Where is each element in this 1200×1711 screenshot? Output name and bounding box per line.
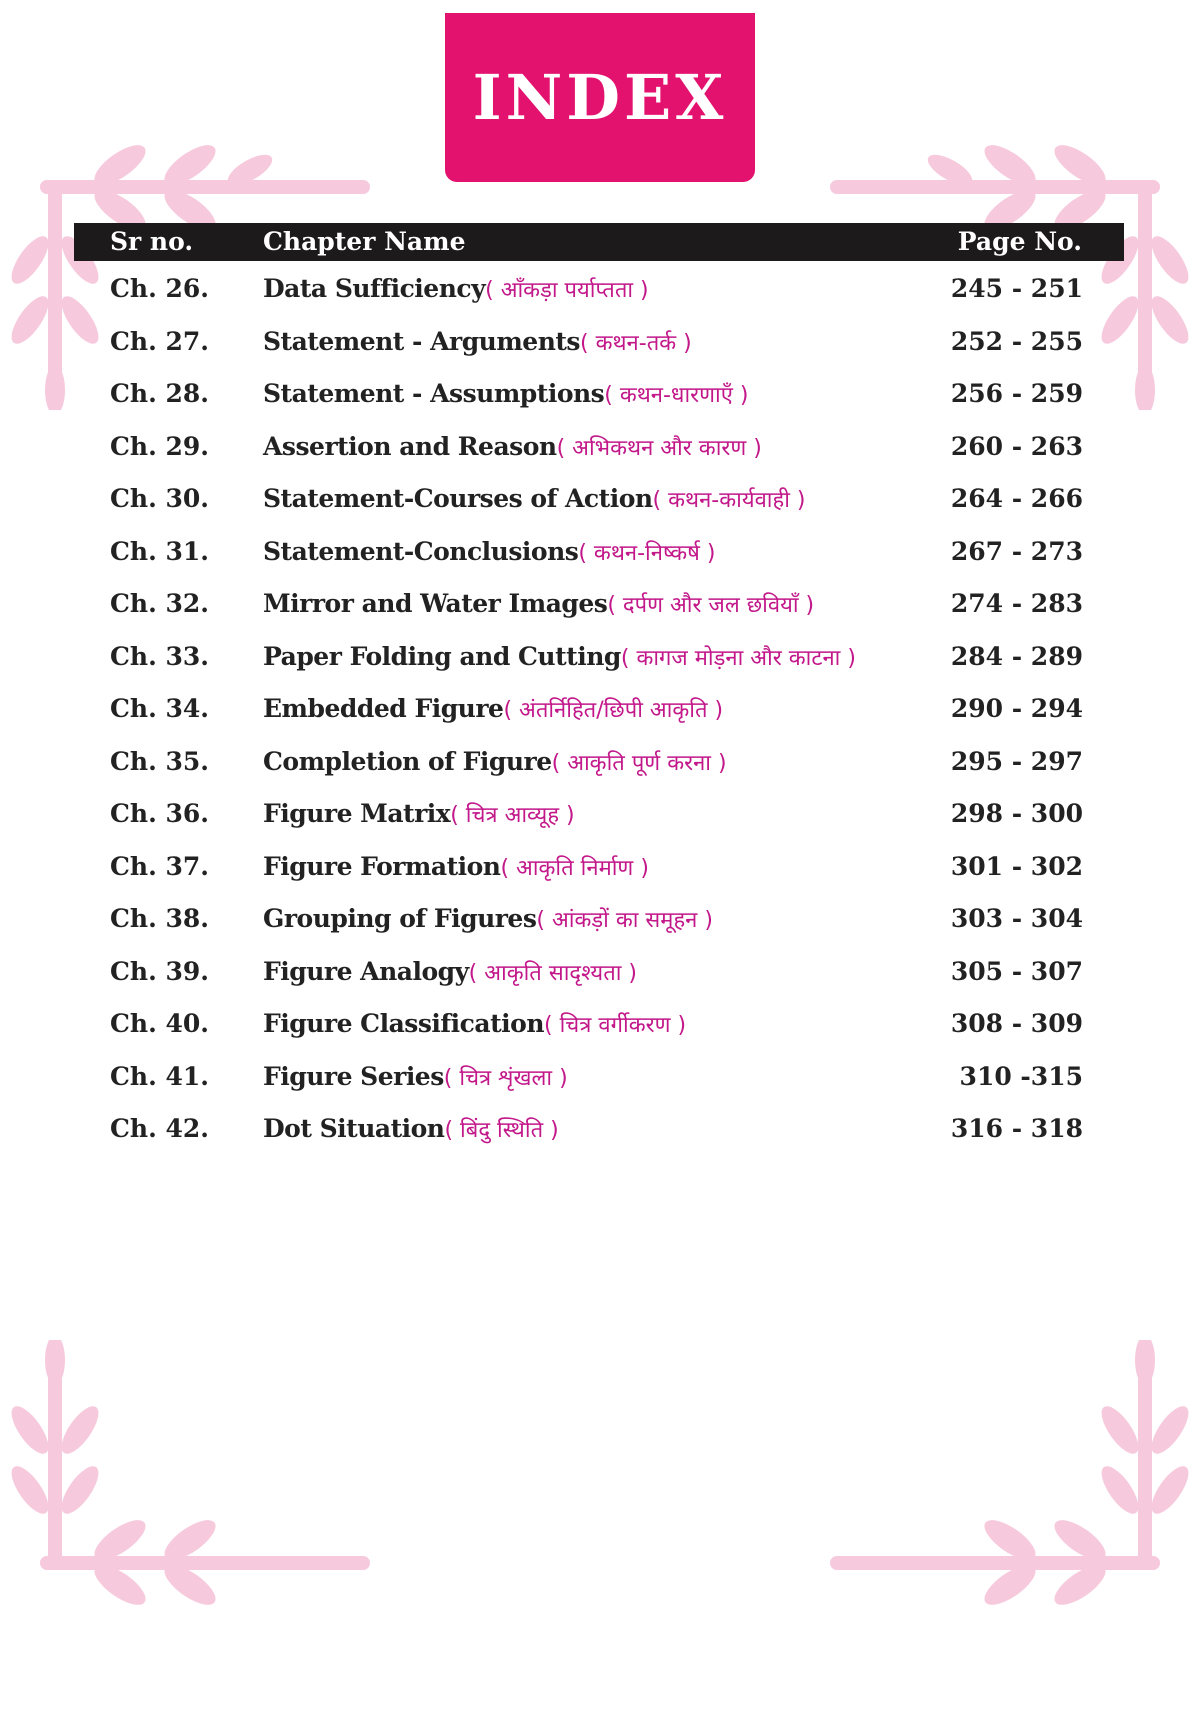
chapter-name <box>263 484 805 514</box>
index-title-banner <box>445 13 755 182</box>
chapter-name <box>263 1062 568 1092</box>
chapter-name <box>263 694 723 724</box>
floral-ornament-bottom-left <box>0 1340 380 1680</box>
chapter-name <box>263 904 713 934</box>
table-row <box>0 793 1200 846</box>
page-range: 316 - 318 <box>950 1114 1083 1143</box>
chapter-number: Ch. 33. <box>110 641 209 671</box>
chapter-number: Ch. 32. <box>110 589 209 618</box>
chapter-number: Ch. 28. <box>110 379 209 408</box>
chapter-name-english: Completion of Figure <box>263 746 552 776</box>
chapter-name <box>263 1009 686 1039</box>
chapter-number: Ch. 29. <box>110 431 209 461</box>
chapter-number: Ch. 41. <box>110 1061 209 1091</box>
chapter-name <box>263 327 692 357</box>
chapter-name-english: Statement - Arguments <box>263 326 581 356</box>
chapter-number: Ch. 34. <box>110 694 209 723</box>
chapter-name-english: Figure Analogy <box>263 956 469 986</box>
page-range: 298 - 300 <box>950 799 1083 828</box>
chapter-number: Ch. 36. <box>110 799 209 828</box>
chapter-name-hindi: ( आकृति निर्माण ) <box>500 855 649 881</box>
chapter-name <box>263 432 762 462</box>
chapter-name-english: Figure Formation <box>263 851 501 881</box>
page-range: 274 - 283 <box>950 589 1083 618</box>
chapter-number: Ch. 42. <box>110 1114 209 1143</box>
page-range: 267 - 273 <box>950 536 1083 566</box>
page-range: 308 - 309 <box>950 1009 1083 1038</box>
chapter-name-hindi: ( कथन-निष्कर्ष ) <box>578 540 716 566</box>
chapter-name-english: Statement-Conclusions <box>263 536 579 566</box>
chapter-name-english: Figure Matrix <box>263 799 451 828</box>
chapter-name <box>263 537 715 567</box>
page-range: 301 - 302 <box>950 851 1083 881</box>
chapter-name <box>263 852 649 882</box>
table-row <box>0 741 1200 794</box>
chapter-name-hindi: ( चित्र वर्गीकरण ) <box>544 1013 687 1038</box>
chapter-name-hindi: ( चित्र आव्यूह ) <box>450 803 575 828</box>
page-range: 290 - 294 <box>950 694 1083 723</box>
chapter-name-english: Mirror and Water Images <box>263 589 608 618</box>
table-row <box>0 268 1200 321</box>
chapter-name-hindi: ( आकृति सादृश्यता ) <box>468 960 638 986</box>
table-row <box>0 898 1200 951</box>
chapter-name <box>263 799 575 829</box>
page-title: INDEX <box>472 61 728 134</box>
chapter-name <box>263 747 727 777</box>
chapter-name-hindi: ( अंतर्निहित/छिपी आकृति ) <box>503 698 724 723</box>
page-range: 310 -315 <box>959 1061 1083 1091</box>
header-chapter-name: Chapter Name <box>263 227 466 256</box>
page-range: 295 - 297 <box>950 746 1083 776</box>
chapter-name-hindi: ( कागज मोड़ना और काटना ) <box>620 645 856 671</box>
chapter-number: Ch. 26. <box>110 274 209 303</box>
chapter-name-hindi: ( कथन-कार्यवाही ) <box>652 488 806 513</box>
table-row <box>0 531 1200 584</box>
table-row <box>0 373 1200 426</box>
chapter-name-hindi: ( आँकड़ा पर्याप्तता ) <box>485 278 649 303</box>
chapter-name-hindi: ( बिंदु स्थिति ) <box>444 1118 559 1143</box>
chapter-number: Ch. 38. <box>110 904 209 933</box>
table-row <box>0 478 1200 531</box>
chapter-name-hindi: ( चित्र शृंखला ) <box>443 1065 568 1091</box>
chapter-number: Ch. 35. <box>110 746 209 776</box>
chapter-name-hindi: ( कथन-धारणाएँ ) <box>604 383 749 408</box>
table-row <box>0 1056 1200 1109</box>
page-range: 284 - 289 <box>950 641 1083 671</box>
page-range: 305 - 307 <box>950 956 1083 986</box>
page-range: 260 - 263 <box>950 431 1083 461</box>
table-row <box>0 1108 1200 1161</box>
page-range: 256 - 259 <box>950 379 1083 408</box>
chapter-number: Ch. 40. <box>110 1009 209 1038</box>
chapter-number: Ch. 27. <box>110 326 209 356</box>
table-row <box>0 426 1200 479</box>
table-row <box>0 846 1200 899</box>
chapter-name <box>263 642 856 672</box>
index-table-body <box>0 268 1200 1161</box>
chapter-name-english: Figure Classification <box>263 1009 544 1038</box>
chapter-name-hindi: ( दर्पण और जल छवियाँ ) <box>607 593 815 618</box>
page-range: 303 - 304 <box>950 904 1083 933</box>
table-row <box>0 1003 1200 1056</box>
header-sr-no: Sr no. <box>110 227 194 256</box>
chapter-name-english: Figure Series <box>263 1061 444 1091</box>
chapter-name-english: Assertion and Reason <box>263 431 557 461</box>
table-row <box>0 583 1200 636</box>
page-range: 264 - 266 <box>950 484 1083 513</box>
page-range: 245 - 251 <box>950 274 1083 303</box>
chapter-name-english: Statement-Courses of Action <box>263 484 653 513</box>
table-header <box>74 223 1124 261</box>
header-page-no: Page No. <box>957 227 1082 256</box>
chapter-number: Ch. 30. <box>110 484 209 513</box>
chapter-name <box>263 379 749 409</box>
chapter-name-hindi: ( आकृति पूर्ण करना ) <box>551 750 727 776</box>
page-range: 252 - 255 <box>950 326 1083 356</box>
chapter-number: Ch. 37. <box>110 851 209 881</box>
chapter-name-english: Statement - Assumptions <box>263 379 605 408</box>
table-row <box>0 321 1200 374</box>
chapter-name-english: Grouping of Figures <box>263 904 537 933</box>
floral-ornament-bottom-right <box>820 1340 1200 1680</box>
chapter-name-english: Embedded Figure <box>263 694 504 723</box>
chapter-name <box>263 957 637 987</box>
chapter-name-hindi: ( आंकड़ों का समूहन ) <box>536 908 713 933</box>
chapter-name-hindi: ( अभिकथन और कारण ) <box>556 435 762 461</box>
chapter-name-english: Paper Folding and Cutting <box>263 641 621 671</box>
chapter-number: Ch. 39. <box>110 956 209 986</box>
chapter-name <box>263 274 649 304</box>
chapter-name <box>263 1114 559 1144</box>
chapter-number: Ch. 31. <box>110 536 209 566</box>
chapter-name-english: Dot Situation <box>263 1114 445 1143</box>
chapter-name-english: Data Sufficiency <box>263 274 486 303</box>
chapter-name <box>263 589 814 619</box>
table-row <box>0 688 1200 741</box>
table-row <box>0 951 1200 1004</box>
table-row <box>0 636 1200 689</box>
chapter-name-hindi: ( कथन-तर्क ) <box>580 330 692 356</box>
